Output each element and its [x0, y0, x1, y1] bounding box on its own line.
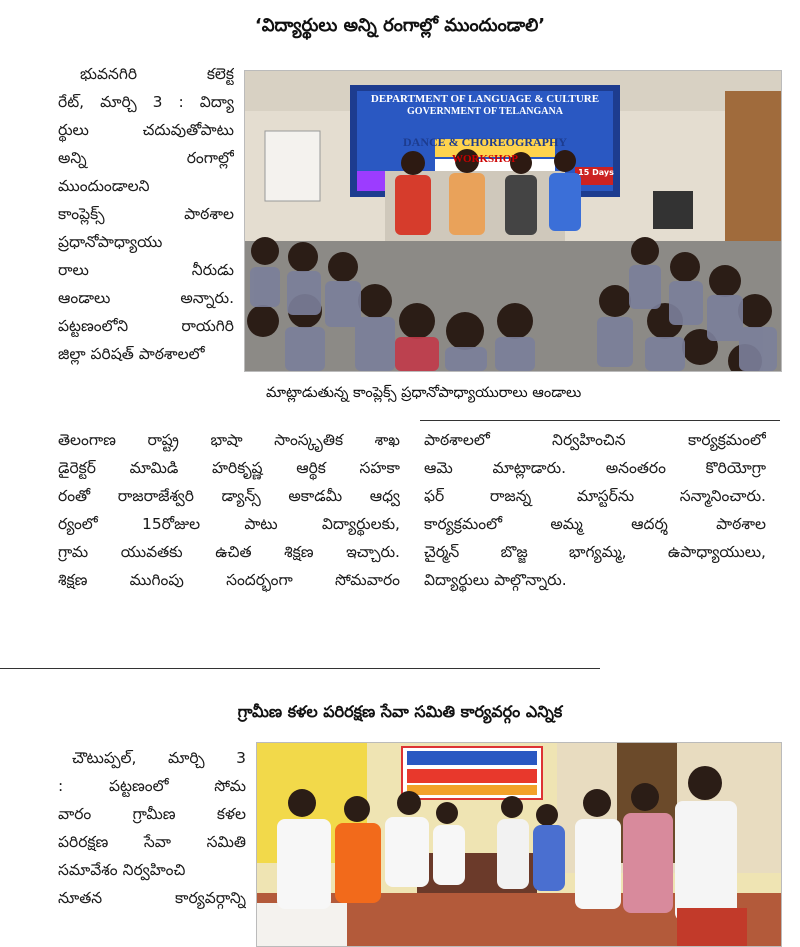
- article1-body-line: రంతో రాజరాజేశ్వరి డ్యాన్స్ అకాడమీ ఆధ్వ: [58, 487, 400, 505]
- article1-body-line: ర్యంలో 15రోజుల పాటు విద్యార్థులకు,: [58, 515, 400, 533]
- banner-days: 15 Days: [578, 168, 614, 177]
- article2-left-line: : పట్టణంలో సోమ: [58, 777, 246, 795]
- article2-left-line: సమావేశం నిర్వహించి: [58, 861, 186, 879]
- article1-left-line: జిల్లా పరిషత్ పాఠశాలలో: [58, 345, 205, 363]
- article2-left-line: వారం గ్రామీణ కళల: [58, 805, 246, 823]
- article1-left-line: అన్ని రంగాల్లో: [58, 149, 234, 167]
- article1-left-line: పట్టణంలోని రాయగిరి: [58, 317, 234, 335]
- article1-left-line: భువనగిరి కలెక్ట: [80, 65, 234, 83]
- article1-body-line: చైర్మన్ బొజ్జ భాగ్యమ్మ, ఉపాధ్యాయులు,: [424, 543, 766, 561]
- article1-body-line: శిక్షణ ముగింపు సందర్భంగా సోమవారం: [58, 571, 400, 589]
- article1-body-line: గ్రామ యువతకు ఉచిత శిక్షణ ఇచ్చారు.: [58, 543, 400, 561]
- banner-line3: DANCE & CHOREOGRAPHY: [403, 135, 567, 149]
- meeting-photo-illustration: [257, 743, 781, 946]
- article1-left-line: రేట్, మార్చి 3 : విద్యా: [58, 93, 234, 111]
- article2-left-line: పరిరక్షణ సేవా సమితి: [58, 833, 246, 851]
- article1-bottom-left-column: [58, 426, 400, 594]
- article1-left-line: ముందుండాలని: [58, 177, 150, 195]
- article1-left-line: ప్రధానోపాధ్యాయు: [58, 233, 163, 251]
- article1-left-line: ఆండాలు అన్నారు.: [58, 289, 234, 307]
- article2-left-column: [58, 744, 246, 912]
- caption-divider: [420, 420, 780, 421]
- article1-body-line: విద్యార్థులు పాల్గొన్నారు.: [424, 571, 567, 589]
- article1-body-line: కార్యక్రమంలో అమ్మ ఆదర్శ పాఠశాల: [424, 515, 766, 533]
- article1-left-line: రాలు నీరుడు: [58, 261, 234, 279]
- banner-line1: DEPARTMENT OF LANGUAGE & CULTURE: [370, 93, 600, 105]
- article1-left-column: [58, 60, 234, 368]
- article1-bottom-right-column: [424, 426, 766, 594]
- article1-body-line: ఆమె మాట్లాడారు. అనంతరం కొరియోగ్రా: [424, 459, 766, 477]
- article2-left-line: నూతన కార్యవర్గాన్ని: [58, 889, 246, 907]
- banner-line2: GOVERNMENT OF TELANGANA: [407, 106, 563, 117]
- article1-left-line: కాంప్లెక్స్ పాఠశాల: [58, 205, 234, 223]
- article1-body-line: ఫర్ రాజన్న మాస్టర్‌ను సన్మానించారు.: [424, 487, 766, 505]
- article1-body-line: పాఠశాలలో నిర్వహించిన కార్యక్రమంలో: [424, 431, 766, 449]
- article-separator: [0, 668, 600, 669]
- article1-left-line: ర్థులు చదువుతోపాటు: [58, 121, 234, 139]
- banner-line4: WORKSHOP: [451, 153, 518, 165]
- article2-left-line: చౌటుప్పల్, మార్చి 3: [72, 749, 246, 767]
- photo-banner: [365, 93, 605, 166]
- article1-headline: ‘విద్యార్థులు అన్ని రంగాల్లో ముందుండాలి’: [254, 15, 546, 36]
- article1-photo-caption: మాట్లాడుతున్న కాంప్లెక్స్ ప్రధానోపాధ్యాయురాలు ఆండాలు: [266, 385, 582, 401]
- article1-body-line: డైరెక్టర్ మామిడి హరికృష్ణ ఆర్థిక సహకా: [58, 459, 400, 477]
- article1-photo: [244, 70, 782, 372]
- article2-headline: గ్రామీణ కళల పరిరక్షణ సేవా సమితి కార్యవర్గం ఎన్నిక: [237, 702, 563, 721]
- article2-photo: [256, 742, 782, 947]
- article1-body-line: తెలంగాణ రాష్ట్ర భాషా సాంస్కృతిక శాఖ: [58, 431, 400, 449]
